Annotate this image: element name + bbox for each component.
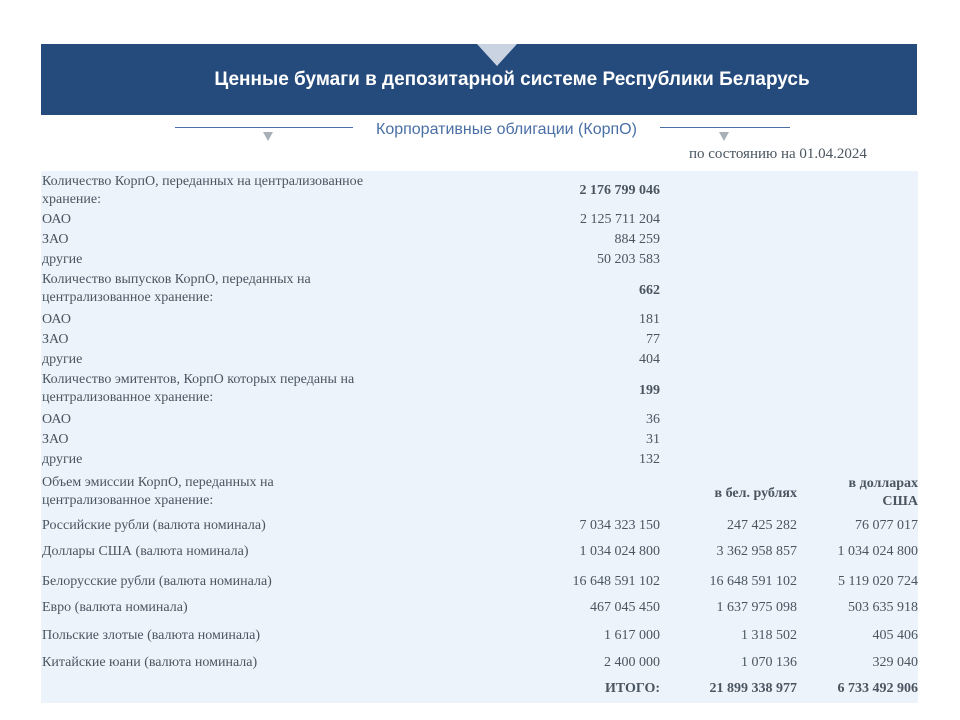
- byn-value: 1 070 136: [741, 655, 797, 670]
- usd-value: 503 635 918: [848, 600, 918, 615]
- issuers-row-other: [41, 451, 918, 471]
- nominal-value: 1 617 000: [604, 628, 660, 643]
- currency-label: Доллары США (валюта номинала): [42, 544, 249, 559]
- currency-label: Евро (валюта номинала): [42, 600, 188, 615]
- issuers-row-label: ЗАО: [42, 432, 69, 447]
- page-title: Ценные бумаги в депозитарной системе Республики Беларусь: [214, 68, 810, 90]
- subtitle-line-right: [660, 127, 790, 128]
- emission-row: [41, 573, 918, 593]
- byn-value: 3 362 958 857: [716, 544, 797, 559]
- emission-label-line1: Объем эмиссии КорпО, переданных на: [42, 475, 274, 490]
- issues-label: [42, 271, 311, 307]
- currency-label: Китайские юани (валюта номинала): [42, 655, 258, 670]
- subtitle-triangle-left: [263, 132, 273, 141]
- subtitle-triangle-right: [719, 132, 729, 141]
- storage-row-value: 50 203 583: [597, 252, 660, 267]
- issues-row-value: 181: [639, 312, 660, 327]
- emission-row: [41, 654, 918, 674]
- total-byn: 21 899 338 977: [709, 681, 797, 696]
- byn-value: 16 648 591 102: [709, 574, 797, 589]
- subtitle-line-left: [175, 127, 353, 128]
- issuers-label-line1: Количество эмитентов, КорпО которых переданы на: [42, 372, 355, 387]
- issuers-label-line2: централизованное хранение:: [42, 390, 214, 405]
- usd-value: 5 119 020 724: [838, 574, 918, 589]
- storage-row-other: [41, 251, 918, 271]
- emission-label-line2: централизованное хранение:: [42, 493, 214, 508]
- storage-row-label: ЗАО: [42, 232, 69, 247]
- nominal-value: 1 034 024 800: [579, 544, 660, 559]
- storage-total: 2 176 799 046: [579, 183, 660, 198]
- issuers-row-oao: [41, 411, 918, 431]
- emission-row: [41, 517, 918, 537]
- issuers-row-value: 31: [646, 432, 660, 447]
- storage-label: [42, 173, 363, 209]
- issuers-total: 199: [639, 383, 660, 398]
- storage-row-value: 884 259: [614, 232, 660, 247]
- storage-label-line1: Количество КорпО, переданных на централизованное: [42, 174, 364, 189]
- issues-label-line1: Количество выпусков КорпО, переданных на: [42, 272, 311, 287]
- currency-label: Белорусские рубли (валюта номинала): [42, 574, 272, 589]
- currency-label: Польские злотые (валюта номинала): [42, 628, 261, 643]
- issues-label-line2: централизованное хранение:: [42, 290, 214, 305]
- issues-row-oao: [41, 311, 918, 331]
- nominal-value: 2 400 000: [604, 655, 660, 670]
- issuers-row-zao: [41, 431, 918, 451]
- emission-row: [41, 543, 918, 563]
- issuers-row-value: 36: [646, 412, 660, 427]
- currency-label: Российские рубли (валюта номинала): [42, 518, 266, 533]
- byn-value: 1 637 975 098: [716, 600, 797, 615]
- issues-row-label: ЗАО: [42, 332, 69, 347]
- storage-label-line2: хранение:: [42, 192, 102, 207]
- as-of-date: по состоянию на 01.04.2024: [689, 146, 867, 162]
- byn-value: 247 425 282: [727, 518, 797, 533]
- storage-row-oao: [41, 211, 918, 231]
- byn-value: 1 318 502: [741, 628, 797, 643]
- issues-row-label: ОАО: [42, 312, 71, 327]
- total-row: [41, 680, 918, 700]
- col-header-usd-line2: США: [882, 494, 918, 509]
- storage-row-label: другие: [42, 252, 83, 267]
- total-usd: 6 733 492 906: [837, 681, 918, 696]
- storage-row-label: ОАО: [42, 212, 71, 227]
- col-header-usd-line1: в долларах: [848, 476, 918, 491]
- usd-value: 1 034 024 800: [837, 544, 918, 559]
- emission-header-row: [41, 474, 918, 514]
- issues-row-zao: [41, 331, 918, 351]
- storage-row-zao: [41, 231, 918, 251]
- issuers-header-row: [41, 371, 918, 411]
- issues-total: 662: [639, 283, 660, 298]
- col-header-byn: в бел. рублях: [714, 486, 797, 501]
- issues-header-row: [41, 271, 918, 311]
- nominal-value: 467 045 450: [590, 600, 660, 615]
- section-subtitle: Корпоративные облигации (КорпО): [376, 121, 637, 138]
- emission-label: [42, 474, 274, 510]
- issuers-row-label: другие: [42, 452, 83, 467]
- issuers-label: [42, 371, 354, 407]
- usd-value: 76 077 017: [855, 518, 918, 533]
- issues-row-value: 404: [639, 352, 660, 367]
- usd-value: 329 040: [872, 655, 918, 670]
- nominal-value: 16 648 591 102: [572, 574, 660, 589]
- storage-header-row: [41, 173, 918, 211]
- storage-row-value: 2 125 711 204: [580, 212, 660, 227]
- col-header-usd: [849, 475, 918, 511]
- issuers-row-value: 132: [639, 452, 660, 467]
- issues-row-label: другие: [42, 352, 83, 367]
- issues-row-value: 77: [646, 332, 660, 347]
- nominal-value: 7 034 323 150: [579, 518, 660, 533]
- usd-value: 405 406: [872, 628, 918, 643]
- emission-row: [41, 627, 918, 647]
- issues-row-other: [41, 351, 918, 371]
- issuers-row-label: ОАО: [42, 412, 71, 427]
- total-label: ИТОГО:: [604, 681, 660, 696]
- emission-row: [41, 599, 918, 619]
